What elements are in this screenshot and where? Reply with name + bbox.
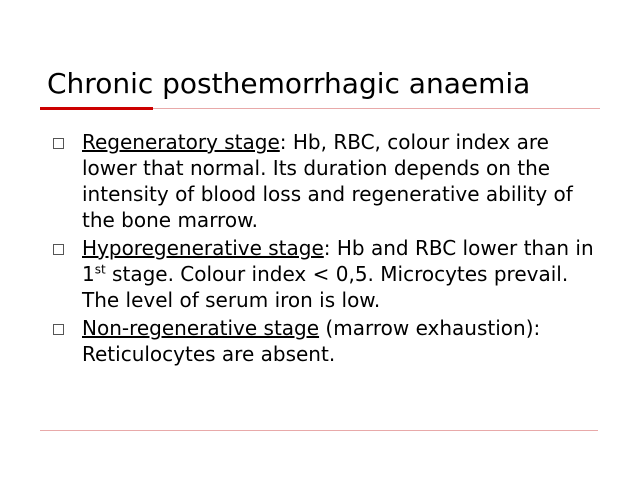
slide-title: Chronic posthemorrhagic anaemia xyxy=(47,67,531,100)
bullet-term: Hyporegenerative stage xyxy=(82,236,324,260)
bullet-item-non-regenerative xyxy=(49,315,609,367)
bullet-text: (marrow exhaustion): Reticulocytes are absent. xyxy=(82,316,541,366)
bullet-text: : Hb, RBC, colour index are lower that normal. Its duration depends on the intensity of blood loss and regenerative ability of the bone marrow. xyxy=(82,130,573,232)
square-bullet-icon xyxy=(53,244,64,255)
square-bullet-icon xyxy=(53,324,64,335)
footer-divider xyxy=(40,430,598,431)
bullet-item-hyporegenerative xyxy=(49,235,609,313)
bullet-term: Regeneratory stage xyxy=(82,130,280,154)
bullet-list xyxy=(49,129,609,367)
bullet-item-regeneratory xyxy=(49,129,609,233)
bullet-text-continued: stage. Colour index < 0,5. Microcytes prevail. The level of serum iron is low. xyxy=(82,262,569,312)
title-accent-bar xyxy=(40,107,153,110)
bullet-term: Non-regenerative stage xyxy=(82,316,320,340)
bullet-text: : Hb and RBC lower than in 1 xyxy=(82,236,594,286)
square-bullet-icon xyxy=(53,138,64,149)
ordinal-superscript: st xyxy=(94,262,106,277)
